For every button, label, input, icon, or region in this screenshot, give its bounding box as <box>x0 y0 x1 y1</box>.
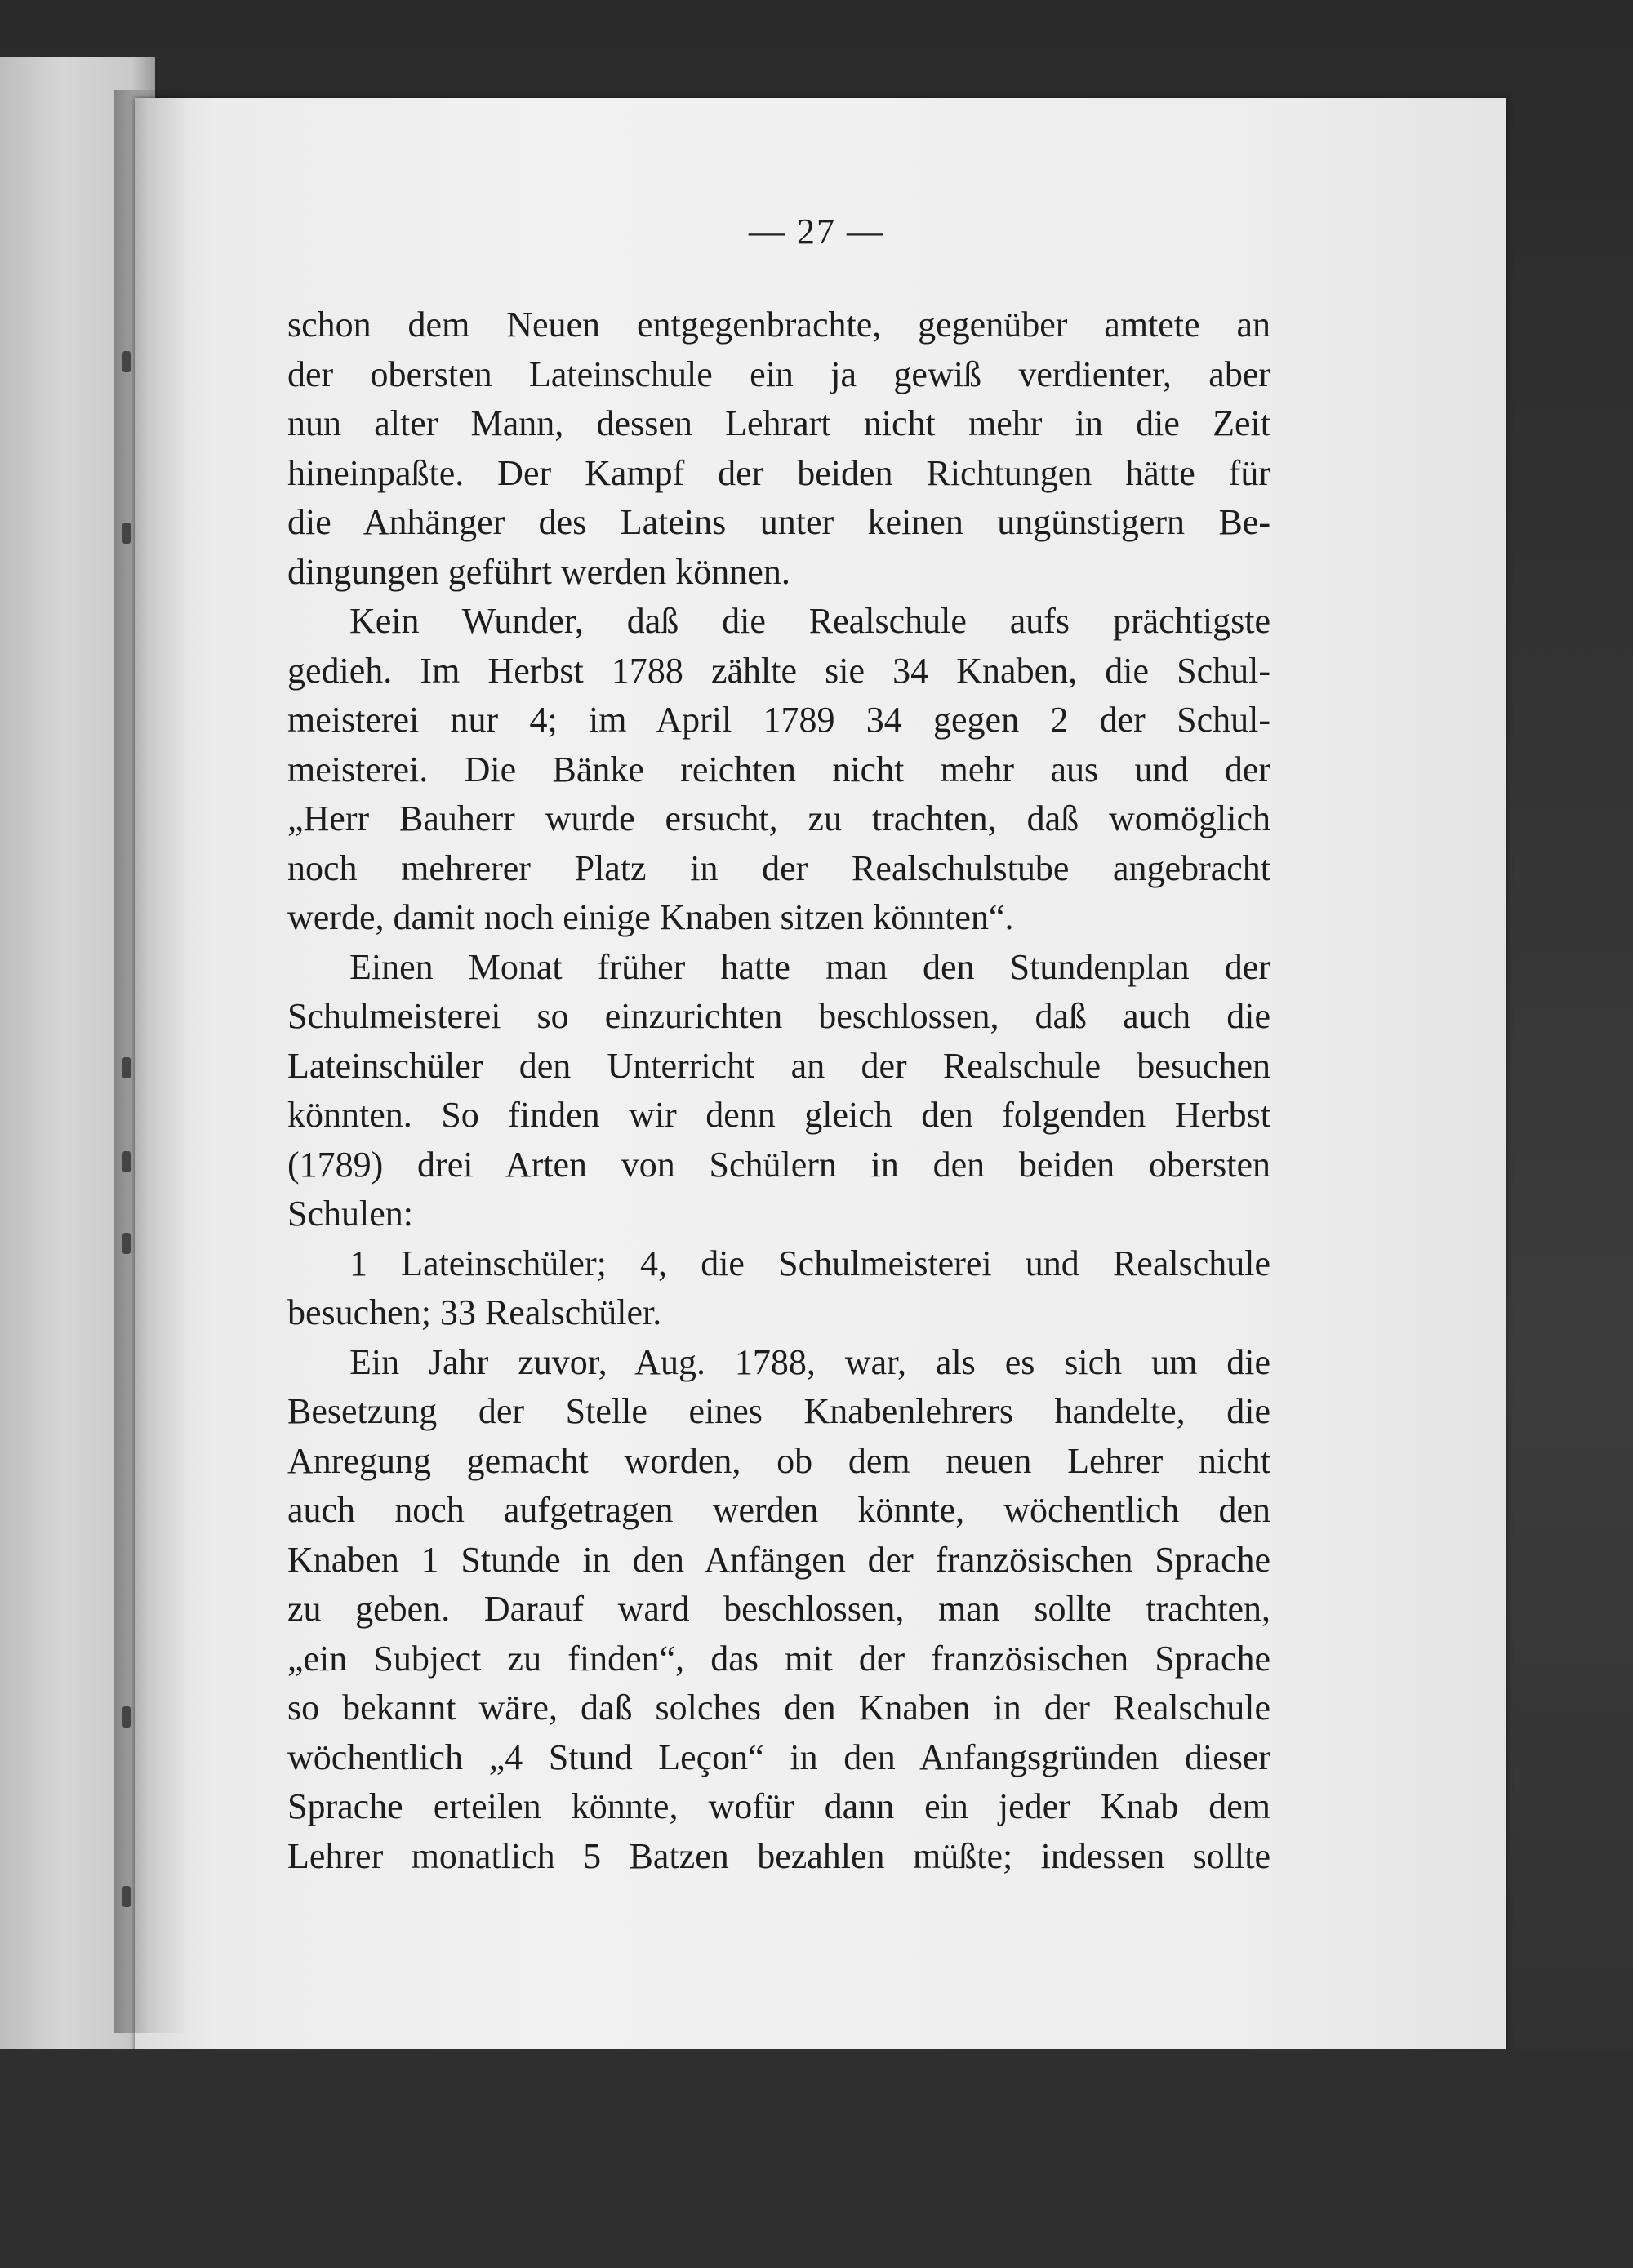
binding-mark <box>122 1706 131 1728</box>
text-line: gedieh. Im Herbst 1788 zählte sie 34 Knaben, die Schul- <box>287 650 1270 691</box>
binding-mark <box>122 1057 131 1078</box>
paragraph <box>287 300 1270 597</box>
text-line: Schulmeisterei so einzurichten beschlossen, daß auch die <box>287 996 1270 1036</box>
text-line: der obersten Lateinschule ein ja gewiß verdienter, aber <box>287 354 1270 394</box>
text-line: könnten. So finden wir denn gleich den folgenden Herbst <box>287 1095 1270 1135</box>
paragraph <box>287 1338 1270 1882</box>
paragraph <box>287 1239 1270 1338</box>
text-line: meisterei nur 4; im April 1789 34 gegen 2 der Schul- <box>287 700 1270 740</box>
text-line: Einen Monat früher hatte man den Stundenplan der <box>349 946 1270 987</box>
text-line: besuchen; 33 Realschüler. <box>287 1292 662 1332</box>
text-line: Sprache erteilen könnte, wofür dann ein jeder Knab dem <box>287 1786 1270 1826</box>
binding-mark <box>122 1233 131 1254</box>
text-line: „Herr Bauherr wurde ersucht, zu trachten, daß womöglich <box>287 798 1270 838</box>
text-line: die Anhänger des Lateins unter keinen ungünstigern Be- <box>287 502 1270 542</box>
text-line: auch noch aufgetragen werden könnte, wöchentlich den <box>287 1490 1270 1530</box>
text-line: Besetzung der Stelle eines Knabenlehrers handelte, die <box>287 1391 1270 1431</box>
page-number: — 27 — <box>749 211 884 251</box>
text-line: nun alter Mann, dessen Lehrart nicht mehr in die Zeit <box>287 403 1270 443</box>
text-line: so bekannt wäre, daß solches den Knaben in der Realschule <box>287 1688 1270 1728</box>
text-line: werde, damit noch einige Knaben sitzen könnten“. <box>287 897 1014 937</box>
text-line: Anregung gemacht worden, ob dem neuen Lehrer nicht <box>287 1440 1270 1481</box>
body-text <box>287 300 1270 1881</box>
text-line: schon dem Neuen entgegenbrachte, gegenüber amtete an <box>287 305 1270 345</box>
text-line: noch mehrerer Platz in der Realschulstube angebracht <box>287 847 1270 888</box>
binding-mark <box>122 1151 131 1172</box>
text-line: wöchentlich „4 Stund Leçon“ in den Anfangsgründen dieser <box>287 1737 1270 1777</box>
text-line: Knaben 1 Stunde in den Anfängen der französischen Sprache <box>287 1539 1270 1580</box>
paragraph <box>287 943 1270 1239</box>
text-line: Lateinschüler den Unterricht an der Realschule besuchen <box>287 1045 1270 1086</box>
text-line: Lehrer monatlich 5 Batzen bezahlen müßte; indessen sollte <box>287 1835 1270 1876</box>
binding-mark <box>122 351 131 372</box>
binding-mark <box>122 523 131 544</box>
binding-mark <box>122 1886 131 1907</box>
paragraph <box>287 597 1270 943</box>
text-line: 1 Lateinschüler; 4, die Schulmeisterei und Realschule <box>349 1243 1270 1283</box>
text-line: Ein Jahr zuvor, Aug. 1788, war, als es sich um die <box>349 1341 1270 1382</box>
text-line: Schulen: <box>287 1194 413 1234</box>
text-line: dingungen geführt werden können. <box>287 551 790 592</box>
text-line: meisterei. Die Bänke reichten nicht mehr aus und der <box>287 749 1270 789</box>
text-line: Kein Wunder, daß die Realschule aufs prächtigste <box>349 601 1270 641</box>
text-line: hineinpaßte. Der Kampf der beiden Richtungen hätte für <box>287 452 1270 493</box>
text-line: „ein Subject zu finden“, das mit der französischen Sprache <box>287 1638 1270 1679</box>
text-line: zu geben. Darauf ward beschlossen, man sollte trachten, <box>287 1589 1270 1629</box>
scan-background <box>0 2049 1633 2268</box>
text-line: (1789) drei Arten von Schülern in den beiden obersten <box>287 1144 1270 1185</box>
